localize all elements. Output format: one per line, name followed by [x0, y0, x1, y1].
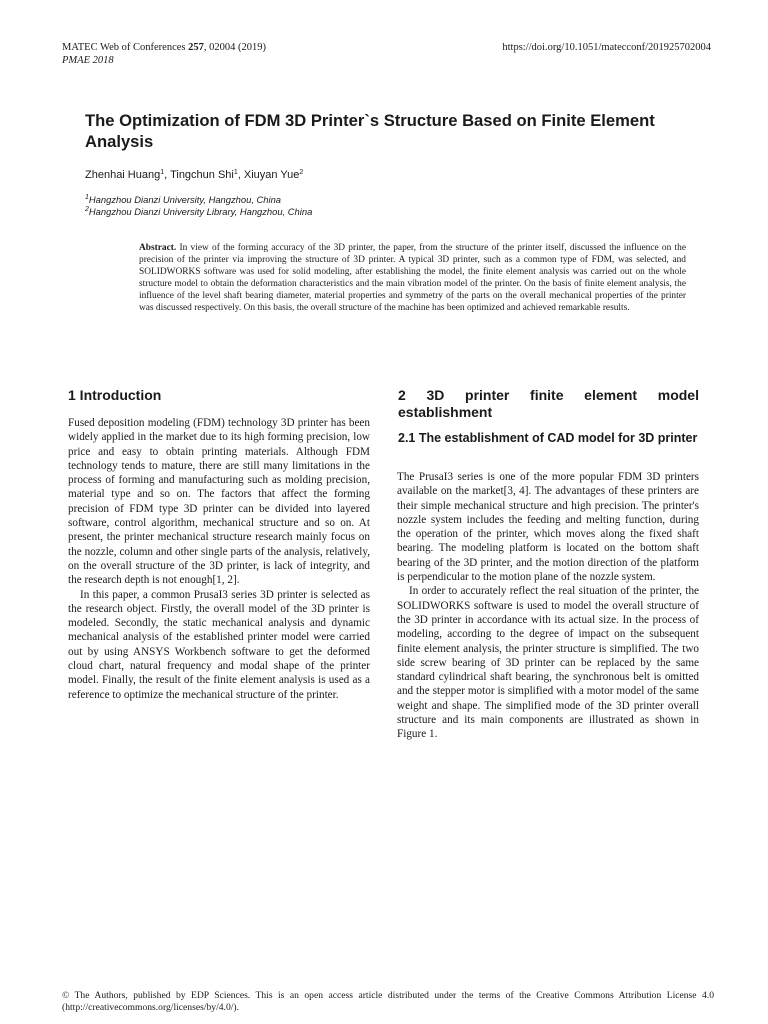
- journal-volume: 257: [188, 42, 204, 53]
- affiliation-text: Hangzhou Dianzi University, Hangzhou, China: [88, 194, 282, 205]
- author-separator: ,: [237, 169, 244, 181]
- body-paragraph: Fused deposition modeling (FDM) technology 3D printer has been widely applied in the market due to its high forming precision, low price and easy to obtain printing materials. Although FDM technology tends to mature, there are still many limitations in the process of forming and manufacturing such as molding precision, material type and so on. The factors that affect the forming precision of FDM type 3D printer can be divided into layered software, control algorithm, mechanical structure and so on. At present, the printer mechanical structure research mainly focus on the nozzle, column and other single parts of the analysis, relatively, on the overall structure of the 3D printer, is lack of integrity, and the research depth is not enough[1, 2].: [68, 417, 370, 587]
- journal-name: MATEC Web of Conferences: [62, 42, 189, 53]
- author-name: Tingchun Shi: [170, 169, 234, 181]
- author-affiliation-mark: 2: [299, 169, 304, 176]
- paper-title: The Optimization of FDM 3D Printer`s Structure Based on Finite Element Analysis: [85, 111, 655, 151]
- conference-name: PMAE 2018: [62, 55, 114, 66]
- abstract-label: Abstract.: [139, 243, 177, 253]
- affiliation: [85, 206, 312, 218]
- author-list: [85, 168, 303, 182]
- journal-citation: [62, 41, 266, 54]
- subsection-heading-cad-model: 2.1 The establishment of CAD model for 3D printer: [398, 431, 698, 445]
- journal-issue: , 02004 (2019): [203, 42, 266, 53]
- section-heading-fem-model: 2 3D printer finite element model establishment: [398, 387, 699, 420]
- body-paragraph: The PrusaI3 series is one of the more popular FDM 3D printers available on the market[3, 4]. The advantages of these printers are their simple mechanical structure and high precision. The printer's nozzle system includes the feeding and melting function, during the operation of the printer, which moves along the fixed shaft bearing. The modeling platform is located on the bottom shaft bearing of the 3D printer, and the motion direction of the platform is perpendicular to the motion plane of the nozzle system.: [397, 471, 699, 584]
- affiliation-mark: 1: [85, 194, 89, 201]
- abstract: [139, 242, 686, 315]
- author-name: Zhenhai Huang: [85, 169, 161, 181]
- right-column: [397, 470, 699, 742]
- doi-link[interactable]: https://doi.org/10.1051/matecconf/201925702004: [502, 42, 711, 53]
- license-footer: © The Authors, published by EDP Sciences. This is an open access article distributed under the terms of the Creative Commons Attribution License 4.0 (http://creativecommons.org/licenses/by/4.0/).: [62, 990, 714, 1013]
- author-affiliation-mark: 1: [233, 169, 238, 176]
- body-paragraph: In this paper, a common PrusaI3 series 3D printer is selected as the research object. Firstly, the overall model of the 3D printer is modeled. Secondly, the static mechanical analysis and dynamic mechanical analysis of the established printer model were carried out by using ANSYS Workbench software to get the deformed cloud chart, natural frequency and modal shape of the printer model. Finally, the result of the finite element analysis is used as a reference to optimize the mechanical structure of the printer.: [68, 588, 370, 701]
- body-paragraph: In order to accurately reflect the real situation of the printer, the SOLIDWORKS software is used to model the overall structure of the 3D printer in accordance with its actual size. In the process of modeling, according to the degree of impact on the subsequent finite element analysis, the printer structure is simplified. The two side screw bearing of 3D printer can be replaced by the same standard cylindrical shaft bearing, the synchronous belt is omitted and the stepper motor is simplified with a motor model of the same weight and shape. The simplified mode of the 3D printer overall structure and its main components are illustrated as shown in Figure 1.: [397, 585, 699, 741]
- author-separator: ,: [164, 169, 171, 181]
- affiliation-text: Hangzhou Dianzi University Library, Hangzhou, China: [88, 206, 313, 217]
- left-column: [68, 416, 370, 702]
- affiliation-mark: 2: [85, 206, 89, 213]
- affiliation: [85, 194, 281, 206]
- abstract-text: In view of the forming accuracy of the 3D printer, the paper, from the structure of the printer itself, discussed the influence on the precision of the printer via improving the structure of 3D printer. A typical 3D printer, such as a common type of FDM, was selected, and SOLIDWORKS software was used for solid modeling, after establishing the model, the finite element analysis was carried out on the whole structure model to obtain the deformation characteristics and the main vibration model of the printer. On the basis of finite element analysis, the influence of the level shaft bearing diameter, material properties and symmetry of the parts on the overall mechanical properties of the printer was discussed respectively. On this basis, the overall structure of the machine has been optimized and achieved remarkable results.: [139, 243, 686, 314]
- section-heading-introduction: 1 Introduction: [68, 387, 162, 403]
- author-name: Xiuyan Yue: [243, 169, 300, 181]
- author-affiliation-mark: 1: [160, 169, 165, 176]
